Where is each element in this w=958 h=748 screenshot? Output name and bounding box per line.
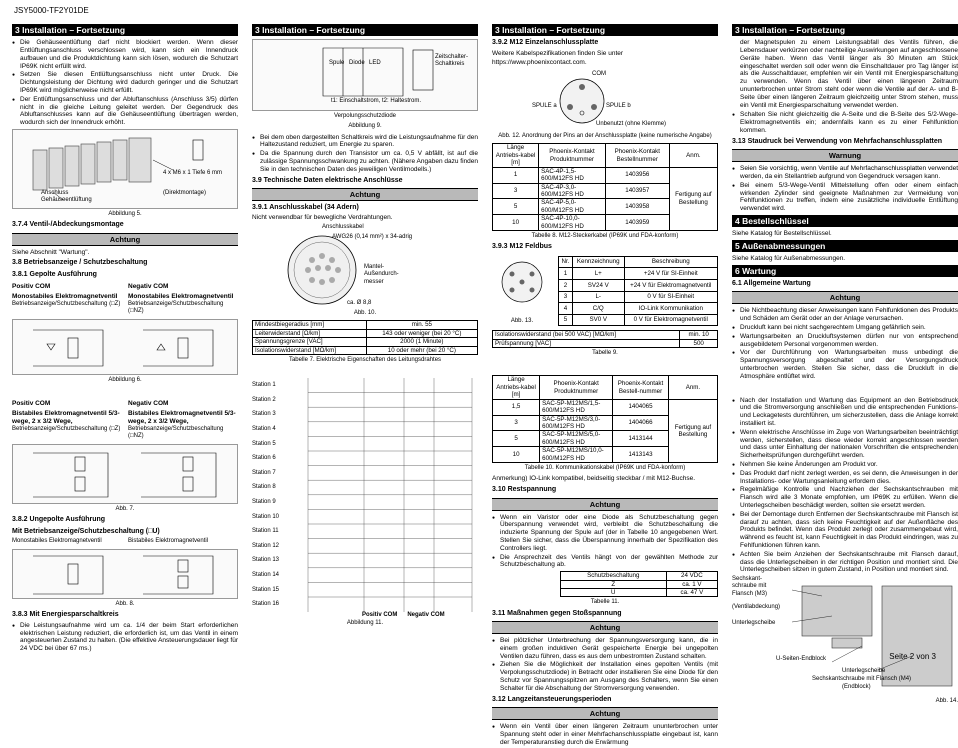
caution-banner: Achtung: [252, 188, 478, 201]
table-cell: SAC-4P-10,0-600/M12FS HD: [539, 215, 606, 231]
station-label: Station 10: [252, 513, 280, 520]
table-cell: SAC-4P-5,0-600/M12FS HD: [539, 199, 606, 215]
bullet-list: [12, 39, 238, 127]
figure-5: [12, 129, 238, 209]
table-header-row: [493, 376, 718, 399]
bullet-list: [732, 165, 958, 213]
column-1: [12, 24, 238, 655]
figure-label: Unbenutzt (ohne Klemme): [596, 121, 667, 128]
bullet-item: ● Achten Sie beim Anziehen der Sechskantschraube mit Flansch darauf, dass die Unterlegscheiben in der richtigen Position und montiert sind. Die Unterlegscheiben sitzen in gutem Zustand, in Position und montiert sind.: [732, 551, 958, 574]
bullet-item: ● Seien Sie vorsichtig, wenn Ventile auf Mehrfachanschlussplatten verwendet werden, da ein Stellantrieb aufgrund von Gegendruck versagen kann.: [732, 165, 958, 181]
station-label: Station 5: [252, 440, 276, 447]
subsection-heading: 3.10 Restspannung: [492, 486, 557, 494]
figure-caption: Abb. 7.: [115, 506, 135, 513]
subsection-heading: 3.9.2 M12 Einzelanschlussplatte: [492, 39, 599, 47]
section-header: 3 Installation – Fortsetzung: [12, 24, 238, 36]
figure-12: [492, 69, 718, 131]
figure-label: (Direktmontage): [163, 189, 207, 196]
circuit-diagram: [13, 445, 237, 505]
subsection-heading: 3.13 Staudruck bei Verwendung von Mehrfachanschlussplatten: [732, 137, 943, 145]
unpolar-labels: [12, 538, 238, 547]
table-cell: 1403957: [605, 183, 669, 199]
table-cell: 24 VDC: [666, 572, 717, 580]
table-row: [559, 268, 718, 280]
table-cell: 10 oder mehr (bei 20 °C): [366, 346, 477, 354]
figure-label: 4 x M6 x 1 Tiefe 6 mm: [163, 169, 223, 176]
fieldbus-block: [492, 254, 718, 329]
table-cell: 5: [493, 199, 539, 215]
paragraph: Nicht verwendbar für bewegliche Verdrahtungen.: [252, 214, 393, 222]
figure-label: LED: [369, 60, 381, 67]
table-cell: 500: [680, 339, 718, 347]
station-label: Station 14: [252, 571, 280, 578]
table-9: [558, 256, 718, 327]
table-cell: +24 V für SI-Einheit: [624, 268, 717, 280]
table-cell: SV24 V: [572, 279, 624, 291]
figure-10-cable: [252, 224, 478, 308]
figure-caption: Abb. 13.: [510, 318, 534, 325]
figure-caption: Abb. 8.: [115, 601, 135, 608]
label-positive-com: Positiv COM: [362, 612, 398, 619]
figure-8-circuit: [12, 549, 238, 599]
station-label: Station 16: [252, 601, 280, 608]
table-cell: 5: [559, 314, 573, 326]
station-label: Station 13: [252, 557, 280, 564]
table-row: [560, 589, 717, 597]
table-cell: 2000 (1 Minute): [366, 338, 477, 346]
table-cell: ca. 47 V: [666, 589, 717, 597]
bullet-item: ● Bei plötzlicher Unterbrechung der Spannungsversorgung kann, die in einem großen induktiven Gerät gespeicherte Energie bei ungepolten Ventilen dazu führen, dass es aus dem unbestromten Zustand schalten.: [492, 637, 718, 660]
paragraph: Siehe Abschnitt "Wartung".: [12, 248, 90, 256]
table-cell: ca. 1 V: [666, 580, 717, 588]
bullet-item: ● Wenn ein Ventil über einen längeren Zeitraum ununterbrochen unter Spannung steht oder in einer Mehrfachanschlussplatte eingebaut ist, kann der Temperaturanstieg durch die Erwärmung: [492, 723, 718, 746]
bullet-list: [732, 307, 958, 380]
table-header: Länge Antriebs-kabel [m]: [493, 376, 540, 399]
table-cell: Schutzbeschaltung: [560, 572, 666, 580]
figure-label: Anschluss Gehäuseentlüftung: [41, 189, 92, 204]
label-negative-com: Negativ COM: [128, 283, 169, 291]
figure-label: AWG26 (0,14 mm²) x 34-adrig: [332, 234, 413, 241]
figure-caption: Abbildung 11.: [346, 620, 384, 627]
table-header: Anm.: [669, 144, 717, 167]
figure-label: COM: [592, 71, 606, 78]
bullet-item: ● Bei einem 5/3-Wege-Ventil Mittelstellung offen oder einem einfach wirkenden Zylinder sind geeignete Maßnahmen zur Vermeidung von Fehlfunktionen zu treffen, indem eine zusätzliche individuelle Entlüftung verwendet wird.: [732, 182, 958, 213]
table-row: [559, 279, 718, 291]
figure-9-circuit: [252, 39, 478, 111]
table-cell: 10: [493, 447, 540, 463]
table-header: Beschreibung: [624, 256, 717, 268]
bullet-list: [12, 622, 238, 653]
subsection-heading: 3.8.2 Ungepolte Ausführung: [12, 516, 106, 524]
figure-11: [252, 378, 478, 612]
station-label: Station 2: [252, 396, 276, 403]
table-header: Länge Antriebs-kabel [m]: [493, 144, 539, 167]
figure-label: SPULE b: [606, 103, 631, 110]
label-positive-com: Positiv COM: [12, 283, 51, 291]
bullet-item: ● Der Entlüftungsanschluss und der Abluftanschluss (Anschluss 3/5) dürfen nicht in die gleiche Leitung geleitet werden. Der Gegendruck des Abluftanschlusses kann auf die Gehäuseentlüftung übertragen werden, wodurch sich der Innendruck erhöht.: [12, 96, 238, 127]
bullet-item: ● Die Ansprechzeit des Ventils hängt von der gewählten Methode zur Schutzbeschaltung ab.: [492, 554, 718, 570]
table-row: [559, 314, 718, 326]
table-cell: L+: [572, 268, 624, 280]
figure-label: Anschlusskabel: [322, 224, 364, 231]
section-header: 3 Installation – Fortsetzung: [252, 24, 478, 36]
m12-fieldbus-pins: [492, 254, 552, 314]
paragraph: Weitere Kabelspezifikationen finden Sie unter: [492, 49, 624, 57]
table-cell: Fertigung auf Bestellung: [669, 167, 717, 231]
figure-caption: Abbildung 6.: [108, 377, 142, 384]
table-cell: 3: [493, 415, 540, 431]
page-number: Seite 2 von 3: [889, 652, 936, 662]
figure-label: (Endblock): [842, 684, 871, 691]
table-cell: 143 oder weniger (bei 20 °C): [366, 329, 477, 337]
bullet-item: ● Die Gehäuseentlüftung darf nicht blockiert werden. Wenn dieser Entlüftungsanschluss verschlossen wird, kann sich ein Innendruck aufbauen und die Produktdichtung kann sich lösen, wodurch die Schutzart IP69K nicht erfüllt wird.: [12, 39, 238, 70]
table-caption: Tabelle 7. Elektrische Eigenschaften des Leitungsdrahtes: [288, 357, 442, 364]
table-cell: 1,5: [493, 399, 540, 415]
label-bist: Bistabiles Elektromagnetventil: [128, 538, 209, 544]
table-header-row: [559, 256, 718, 268]
column-3: [492, 24, 718, 748]
bullet-item: ● Wartungsarbeiten an Druckluftsystemen dürfen nur von entsprechend ausgebildetem Personal vorgenommen werden.: [732, 333, 958, 349]
table-row: [493, 331, 718, 339]
figure-label: Sechskantschraube mit Flansch (M4): [812, 676, 912, 683]
table-header: Kennzeichnung: [572, 256, 624, 268]
table-row: [493, 339, 718, 347]
table-cell: SAC-5P-M12MS/1,5-600/M12FS HD: [540, 399, 613, 415]
table-cell: SAC-5P-M12MS/3,0-600/M12FS HD: [540, 415, 613, 431]
station-label: Station 7: [252, 469, 276, 476]
station-label: Station 12: [252, 542, 280, 549]
figure-label: t1: Einschaltstrom, t2: Haltestrom.: [331, 98, 422, 105]
table-cell: 1413143: [613, 447, 669, 463]
bullet-item: ● Ziehen Sie die Möglichkeit der Installation eines gepolten Ventils (mit Verpolungsschutzdiode) in Betracht oder installieren Sie eine Diode für den Schutz vor Spannungsspitzen am Ausgang des Schalters, wenn Sie einen Schalter für die Abschaltung der Stromversorgung verwenden.: [492, 661, 718, 692]
table-caption: Tabelle 11.: [590, 599, 620, 606]
station-label: Station 6: [252, 455, 276, 462]
table-header: Phoenix-Kontakt Bestellnummer: [605, 144, 669, 167]
subsection-heading: 3.7.4 Ventil-/Abdeckungsmontage: [12, 221, 124, 229]
table-cell: L-: [572, 291, 624, 303]
table-caption: Tabelle 8. M12-Steckerkabel (IP69K und FDA-konform): [531, 233, 679, 240]
figure-label: U-Seiten-Endblock: [776, 656, 827, 663]
table-row: [560, 572, 717, 580]
figure-label: Spule: [329, 60, 345, 67]
table-cell: Z: [560, 580, 666, 588]
table-cell: U: [560, 589, 666, 597]
column-2: [252, 24, 478, 631]
bullet-item: ● Druckluft kann bei nicht sachgerechtem Umgang gefährlich sein.: [732, 324, 958, 332]
bullet-item: ● Wenn ein Varistor oder eine Diode als Schutzbeschaltung gegen Überspannung verwendet wird, verbleibt die Schutzbeschaltung die induzierte Spannung der Spule auf (der in Tabelle 10 angegebenen Wert. Stellen Sie sicher, dass die Überspannung innerhalb der Spezifikation des Controllers liegt.: [492, 514, 718, 553]
table-cell: C/Q: [572, 303, 624, 315]
label-positive-com: Positiv COM: [12, 400, 51, 408]
bullet-list: [492, 514, 718, 570]
table-row: [493, 399, 718, 415]
figure-6-circuit: [12, 319, 238, 375]
table-cell: 0 V für Elektromagnetventil: [624, 314, 717, 326]
paragraph: Siehe Katalog für Außenabmessungen.: [732, 255, 846, 263]
label-sub: Betriebsanzeige/Schutzbeschaltung (□Z): [12, 425, 121, 432]
label-mono-valve: Monostabiles Elektromagnetventil: [12, 292, 118, 300]
subsection-heading: 3.8 Betriebsanzeige / Schutzbeschaltung: [12, 259, 148, 267]
figure-caption: Verpolungsschutzdiode: [333, 113, 397, 120]
document-code: JSY5000-TF2Y01DE: [14, 6, 89, 15]
bullet-item: ● Die Nichtbeachtung dieser Anweisungen kann Fehlfunktionen des Produkts und Schäden am Gerät oder an der Anlage verursachen.: [732, 307, 958, 323]
paragraph: der Magnetspulen zu einem Leistungsabfall des Ventils führen, die Lebensdauer verkürzen oder nachteilige Auswirkungen auf angeschlossene Geräte haben. Wenn das Ventil länger als 30 Minuten am Stück eingeschaltet werden soll oder wenn die Einschaltdauer pro Tag länger ist als die Ausschaltdauer, empfehlen wir ein Ventil mit Energiesparschaltung zu verwenden. Wenn das Ventil über einen längeren Zeitraum ununterbrochen unter Strom steht oder wenn die Ventile auf der A- und B-Seite über einen längeren Zeitraum gleichzeitig unter Strom stehen, muss ein Ventil mit Energiesparschaltung verwendet werden.: [740, 39, 958, 109]
bullet-item: ● Regelmäßige Kontrolle und Nachziehen der Sechskantschrauben mit Flansch wird alle 3 Monate empfohlen, um IP69K zu erfüllen. Wenn die Unterlegscheiben beschädigt werden, sollten sie ersetzt werden.: [732, 486, 958, 509]
table-cell: Mindestbiegeradius [mm]: [253, 321, 367, 329]
table-row: [493, 167, 718, 183]
table-cell: 10: [493, 215, 539, 231]
polarity-labels: [12, 281, 238, 317]
table-caption: Tabelle 9.: [592, 350, 618, 357]
table-cell: SAC-5P-M12MS/5,0-600/M12FS HD: [540, 431, 613, 447]
circuit-diagram: [13, 320, 237, 376]
bullet-item: ● Da die Spannung durch den Transistor um ca. 0,5 V abfällt, ist auf die zulässige Spannungsschwankung zu achten. (Nähere Angaben dazu finden Sie in den technischen Daten des jeweiligen Ventilmodells.): [252, 150, 478, 173]
station-label: Station 1: [252, 382, 276, 389]
subsection-heading: 6.1 Allgemeine Wartung: [732, 280, 811, 288]
table-header: Phoenix-Kontakt Bestell-nummer: [613, 376, 669, 399]
table-cell: Prüfspannung [VAC]: [493, 339, 680, 347]
label-sub: Betriebsanzeige/Schutzbeschaltung (□NZ): [128, 425, 224, 439]
section-header: 5 Außenabmessungen: [732, 240, 958, 252]
table-cell: min. 55: [366, 321, 477, 329]
warning-banner: Warnung: [732, 149, 958, 162]
table-9b: [492, 330, 718, 348]
figure-caption: Abb. 12. Anordnung der Pins an der Anschlussplatte (keine numerische Angabe): [498, 133, 712, 140]
table-10: [492, 375, 718, 463]
subsection-heading: 3.8.1 Gepolte Ausführung: [12, 270, 97, 278]
table-cell: 1413144: [613, 431, 669, 447]
bullet-item: ● Nach der Installation und Wartung das Equipment an den Betriebsdruck und die Stromversorgung anschließen und die entsprechenden Funktions- und Leckagetests durchführen, um sicherzustellen, dass die Anlage korrekt installiert ist.: [732, 397, 958, 428]
label-bistable: Bistabiles Elektromagnetventil 5/3-wege, 2 x 3/2 Wege,: [128, 410, 236, 425]
table-cell: SAC-4P-3,0-600/M12FS HD: [539, 183, 606, 199]
table-cell: 0 V für SI-Einheit: [624, 291, 717, 303]
station-label: Station 4: [252, 426, 276, 433]
table-cell: IO-Link Kommunikation: [624, 303, 717, 315]
wiring-diagram: [304, 378, 474, 612]
circuit-diagram: [13, 550, 237, 600]
table-cell: SV0 V: [572, 314, 624, 326]
table-cell: Spannungsgrenze [VAC]: [253, 338, 367, 346]
label-mono: Monostabiles Elektromagnetventil: [12, 538, 102, 544]
label-negative-com: Negativ COM: [407, 612, 445, 619]
subsection-heading: 3.12 Langzeitansteuerungsperioden: [492, 695, 612, 703]
table-cell: SAC-4P-1,5-600/M12FS HD: [539, 167, 606, 183]
table-8: [492, 143, 718, 231]
figure-7-circuit: [12, 444, 238, 504]
table-11: [560, 571, 718, 597]
table-cell: Isolationswiderstand (bei 500 VAC) [MΩ/km]: [493, 331, 680, 339]
table-7: [252, 320, 478, 355]
table-cell: Leiterwiderstand [Ω/km]: [253, 329, 367, 337]
bullet-list: [732, 111, 958, 134]
subsection-heading: 3.8.3 Mit Energiesparschaltkreis: [12, 611, 119, 619]
bullet-item: ● Bei dem oben dargestellten Schaltkreis wird die Leistungsaufnahme für den Haltezustand reduziert, um Energie zu sparen.: [252, 134, 478, 150]
figure-caption: Abb. 14.: [935, 698, 958, 705]
bullet-list: [252, 134, 478, 174]
table-cell: SAC-5P-M12MS/10,0-600/M12FS HD: [540, 447, 613, 463]
bullet-item: ● Nehmen Sie keine Änderungen am Produkt vor.: [732, 461, 958, 469]
table-cell: 1403958: [605, 199, 669, 215]
figure-label: Unterlegscheibe: [732, 620, 776, 627]
subsection-heading: 3.9.1 Anschlusskabel (34 Adern): [252, 203, 359, 211]
bullet-item: ● Vor der Durchführung von Wartungsarbeiten muss unbedingt die Spannungsversorgung abgeschaltet und der Versorgungsdruck unterbrochen werden. Stellen Sie sicher, dass die Druckluft in die Atmosphäre entlüftet wird.: [732, 349, 958, 380]
table-row: [559, 291, 718, 303]
table-row: [560, 580, 717, 588]
table-cell: Isolationswiderstand [MΩ/km]: [253, 346, 367, 354]
table-row: [253, 338, 478, 346]
figure-caption: Abbildung 9.: [348, 123, 382, 130]
station-label: Station 11: [252, 528, 279, 535]
caution-banner: Achtung: [732, 291, 958, 304]
table-cell: 4: [559, 303, 573, 315]
caution-banner: Achtung: [492, 498, 718, 511]
subsection-heading: 3.9.3 M12 Feldbus: [492, 243, 552, 251]
bistable-labels: [12, 398, 238, 442]
bullet-item: ● Bei der Demontage durch Entfernen der Sechskantschraube mit Flansch ist darauf zu achten, dass sich keine Feuchtigkeit auf der Außenfläche des Produkts befindet. Wenn das Produkt zerlegt oder zusammengebaut wird, während es feucht ist, kann Feuchtigkeit in das Produkt eindringen, was zu Fehlfunktionen führen kann.: [732, 511, 958, 550]
figure-caption: Abbildung 5.: [108, 210, 142, 217]
figure-label: (Ventilabdeckung): [732, 604, 781, 611]
table-cell: 1404065: [613, 399, 669, 415]
paragraph: https://www.phoenixcontact.com.: [492, 59, 587, 67]
figure-label: Diode: [349, 60, 365, 67]
label-mono-valve: Monostabiles Elektromagnetventil: [128, 292, 234, 300]
table-header: Phoenix-Kontakt Produktnummer: [539, 144, 606, 167]
paragraph: Siehe Katalog für Bestellschlüssel.: [732, 230, 832, 238]
subsection-heading: 3.9 Technische Daten elektrische Anschlüsse: [252, 176, 403, 184]
bullet-list: [492, 723, 718, 746]
figure-14: [732, 576, 958, 696]
bullet-item: ● Wenn elektrische Anschlüsse im Zuge von Wartungsarbeiten beeinträchtigt werden, sicherstellen, dass diese wieder korrekt angeschlossen werden und dass unter Einhaltung der nationalen Vorschriften die entsprechenden Sicherheitsprüfungen durchgeführt werden.: [732, 429, 958, 460]
table-row: [253, 321, 478, 329]
section-header: 3 Installation – Fortsetzung: [732, 24, 958, 36]
caution-banner: Achtung: [492, 707, 718, 720]
station-list: [252, 378, 304, 612]
table-header-row: [493, 144, 718, 167]
subsection-heading: 3.11 Maßnahmen gegen Stoßspannung: [492, 609, 622, 617]
bullet-list: [492, 637, 718, 693]
label-sub: Betriebsanzeige/Schutzbeschaltung (□NZ): [128, 300, 224, 314]
table-caption: Tabelle 10. Kommunikationskabel (IP69K und FDA-konform): [524, 465, 686, 472]
label-sub: Betriebsanzeige/Schutzbeschaltung (□Z): [12, 300, 121, 307]
section-header: 3 Installation – Fortsetzung: [492, 24, 718, 36]
figure-label: Zeitschalter-Schaltkreis: [435, 54, 469, 68]
figure-label: Sechskant-schraube mit Flansch (M3): [732, 576, 768, 597]
table-cell: 1404066: [613, 415, 669, 431]
subsection-heading: Mit Betriebsanzeige/Schutzbeschaltung (□U): [12, 527, 160, 535]
section-header: 4 Bestellschlüssel: [732, 215, 958, 227]
figure-label: SPULE a: [532, 103, 557, 110]
table-cell: 1403956: [605, 167, 669, 183]
bullet-list: [732, 397, 958, 575]
bullet-item: ● Die Leistungsaufnahme wird um ca. 1/4 der beim Start erforderlichen elektrischen Leistung reduziert, die erforderlich ist, um das Ventil in einem angesteuerten Zustand zu halten. (Die effektive Ansteuerungsdauer liegt für 24 VDC bei über 67 ms.): [12, 622, 238, 653]
bullet-item: ● Das Produkt darf nicht zerlegt werden, es sei denn, die Anweisungen in der Installations- oder Wartungsanleitung erfordern dies.: [732, 470, 958, 486]
table-cell: 2: [559, 279, 573, 291]
station-label: Station 9: [252, 499, 276, 505]
table-header: Phoenix-Kontakt Produktnummer: [540, 376, 613, 399]
table-row: [559, 303, 718, 315]
table-row: [253, 329, 478, 337]
table-cell: 1: [559, 268, 573, 280]
figure-label: Mantel-Außendurch-messer: [364, 264, 399, 285]
table-cell: Fertigung auf Bestellung: [668, 399, 717, 463]
caution-banner: Achtung: [12, 233, 238, 246]
label-negative-com: Negativ COM: [128, 400, 169, 408]
section-header: 6 Wartung: [732, 265, 958, 277]
table-cell: 1403959: [605, 215, 669, 231]
table-cell: 3: [493, 183, 539, 199]
figure-label: Unterlegscheibe: [842, 668, 886, 675]
table-cell: min. 10: [680, 331, 718, 339]
station-label: Station 8: [252, 484, 276, 491]
table-cell: 3: [559, 291, 573, 303]
bullet-item: ● Schalten Sie nicht gleichzeitig die A-Seite und die B-Seite des 5/2-Wege-Elektromagnetventils ein; andernfalls kann es zu einer Fehlfunktion kommen.: [732, 111, 958, 134]
station-label: Station 15: [252, 586, 280, 593]
table-header: Anm.: [668, 376, 717, 399]
fig11-legend: [362, 612, 478, 619]
table-row: [253, 346, 478, 354]
figure-caption: Abb. 10.: [353, 310, 377, 317]
figure-label: ca. Ø 8,8: [347, 300, 372, 307]
figure-13: [492, 254, 552, 329]
table-header: Nr.: [559, 256, 573, 268]
bullet-item: ● Setzen Sie diesen Entlüftungsanschluss nicht unter Druck. Die Dichtungsleistung der Dichtung wird dadurch geringer und die Schutzart IP69K wird möglicherweise nicht erfüllt.: [12, 71, 238, 94]
table-cell: +24 V für Elektromagnetventil: [624, 279, 717, 291]
label-bistable: Bistabiles Elektromagnetventil 5/3-wege, 2 x 3/2 Wege,: [12, 410, 120, 425]
column-4: [732, 24, 958, 708]
table-cell: 1: [493, 167, 539, 183]
station-label: Station 3: [252, 411, 276, 418]
caution-banner: Achtung: [492, 621, 718, 634]
table-cell: 5: [493, 431, 540, 447]
paragraph: Anmerkung) IO-Link kompatibel, beidseitig steckbar / mit M12-Buchse.: [492, 475, 696, 483]
